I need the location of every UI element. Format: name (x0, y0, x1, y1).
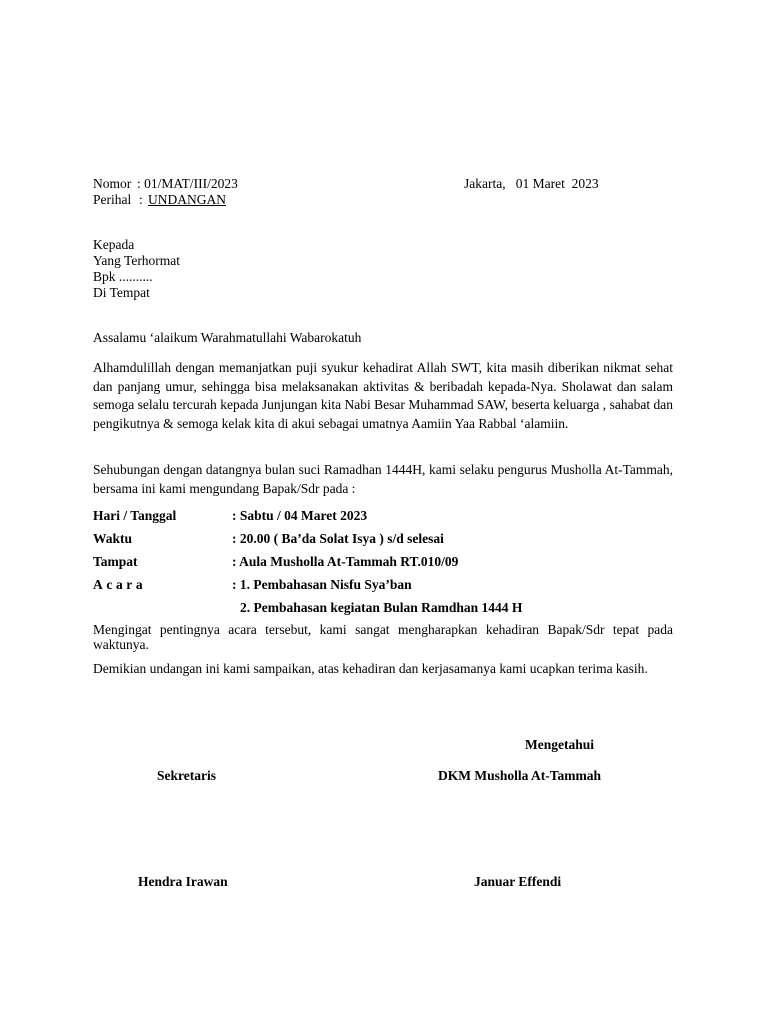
paragraph-closing: Demikian undangan ini kami sampaikan, atas kehadiran dan kerjasamanya kami ucapkan terima kasih. (93, 661, 648, 676)
perihal-label: Perihal (93, 192, 132, 207)
greeting: Assalamu ‘alaikum Warahmatullahi Wabarokatuh (93, 330, 362, 345)
detail-value-time: : 20.00 ( Ba’da Solat Isya ) s/d selesai (232, 531, 444, 546)
recipient-line-kepada: Kepada (93, 237, 135, 252)
signatory-right-name: Januar Effendi (474, 874, 562, 889)
paragraph-importance: Mengingat pentingnya acara tersebut, kami sangat mengharapkan kehadiran Bapak/Sdr tepat pada waktunya. (93, 622, 673, 652)
detail-label-agenda: Acara (93, 577, 147, 592)
recipient-line-place: Di Tempat (93, 285, 150, 300)
nomor-label: Nomor (93, 176, 132, 191)
paragraph-opening: Alhamdulillah dengan memanjatkan puji syukur kehadirat Allah SWT, kita masih diberikan nikmat sehat dan panjang umur, sehingga bisa melaksanakan aktivitas & beribadah kepada-Nya. Sholawat dan salam semoga selalu tercurah kepada Junjungan kita Nabi Besar Muhammad SAW, beserta keluarga , sahabat dan pengikutnya & semoga kelak kita di akui sebagai umatnya Aamiin Yaa Rabbal ‘alamiin. (93, 360, 673, 431)
perihal-colon: : (139, 192, 143, 207)
detail-row-agenda-2 (93, 598, 693, 618)
detail-value-date: : Sabtu / 04 Maret 2023 (232, 508, 368, 523)
paragraph-invitation: Sehubungan dengan datangnya bulan suci Ramadhan 1444H, kami selaku pengurus Musholla At-Tammah, bersama ini kami mengundang Bapak/Sdr pada : (93, 462, 673, 496)
detail-row-agenda (93, 575, 693, 595)
detail-row-time (93, 529, 693, 549)
detail-value-place: : Aula Musholla At-Tammah RT.010/09 (232, 554, 459, 569)
detail-row-date (93, 506, 693, 526)
detail-value-agenda-1: : 1. Pembahasan Nisfu Sya’ban (232, 577, 412, 592)
detail-label-date: Hari / Tanggal (93, 508, 177, 523)
nomor-value: : 01/MAT/III/2023 (137, 176, 238, 191)
signatory-right-title: DKM Musholla At-Tammah (438, 768, 602, 783)
signatory-left-title: Sekretaris (157, 768, 216, 783)
place-date: Jakarta, 01 Maret 2023 (464, 176, 599, 191)
signatory-left-name: Hendra Irawan (138, 874, 228, 889)
acknowledged-label: Mengetahui (525, 737, 594, 752)
detail-label-place: Tampat (93, 554, 138, 569)
recipient-line-honorific: Yang Terhormat (93, 253, 181, 268)
detail-label-time: Waktu (93, 531, 133, 546)
perihal-value: UNDANGAN (148, 192, 226, 207)
recipient-line-name: Bpk .......... (93, 269, 153, 284)
detail-row-place (93, 552, 693, 572)
detail-value-agenda-2: 2. Pembahasan kegiatan Bulan Ramdhan 1444 H (240, 600, 523, 615)
